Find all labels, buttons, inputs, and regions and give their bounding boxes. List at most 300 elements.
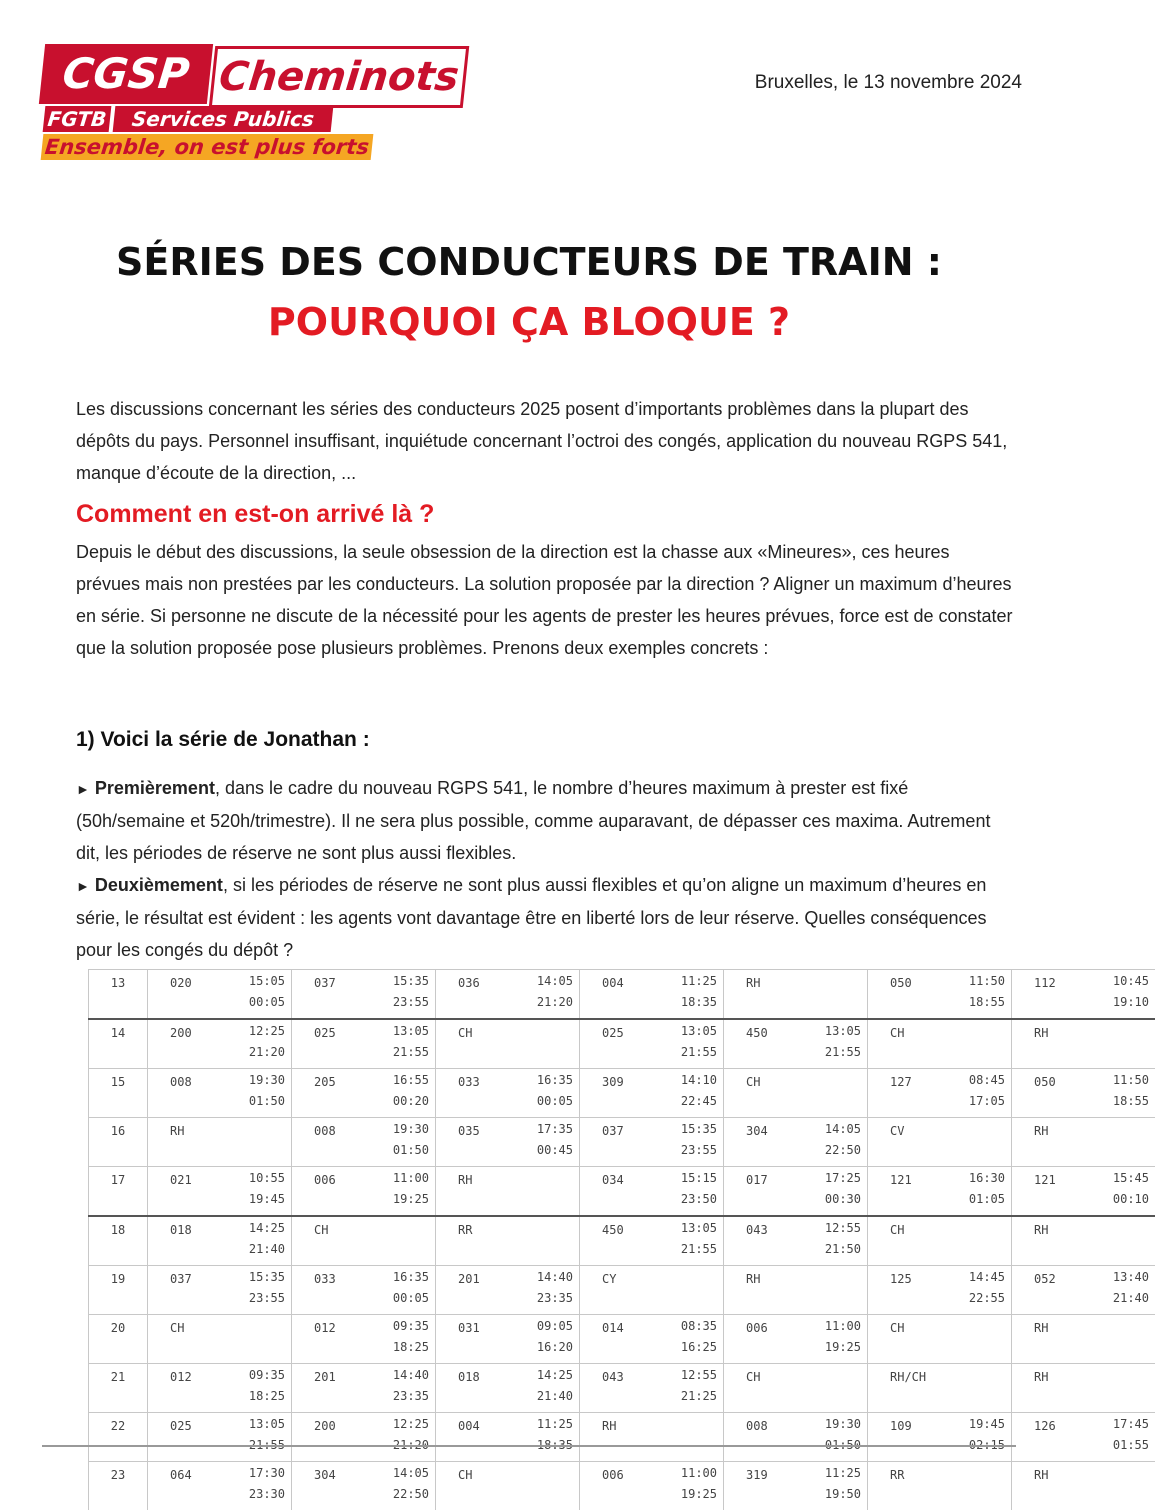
section-heading: Comment en est-on arrivé là ?: [76, 500, 434, 529]
schedule-end-time: 21:50: [804, 1238, 861, 1259]
schedule-service: 008: [724, 1413, 805, 1462]
schedule-start-time: 13:05: [660, 1217, 717, 1238]
document-subtitle: POURQUOI ÇA BLOQUE ?: [0, 300, 1058, 344]
schedule-end-time: 00:30: [804, 1188, 861, 1209]
schedule-start-time: 12:25: [228, 1020, 285, 1041]
schedule-start-time: 15:05: [228, 970, 285, 991]
schedule-end-time: 21:25: [660, 1385, 717, 1406]
schedule-start-time: 09:35: [228, 1364, 285, 1385]
schedule-end-time: [804, 971, 861, 972]
schedule-start-time: 10:45: [1092, 970, 1149, 991]
schedule-day: 15: [89, 1069, 148, 1118]
schedule-service: RH: [1012, 1216, 1093, 1266]
schedule-times: [372, 1167, 436, 1217]
schedule-times: [1092, 1315, 1155, 1364]
schedule-end-time: [516, 1463, 573, 1464]
schedule-service: CH: [436, 1462, 517, 1510]
schedule-service: 125: [868, 1266, 949, 1315]
schedule-times: [1092, 1266, 1155, 1315]
schedule-day: 13: [89, 970, 148, 1020]
schedule-end-time: [948, 1021, 1005, 1022]
schedule-service: 025: [292, 1019, 373, 1069]
schedule-end-time: [1092, 1365, 1149, 1366]
schedule-times: [1092, 1364, 1155, 1413]
schedule-service: 052: [1012, 1266, 1093, 1315]
point-1-lead: Premièrement: [95, 778, 215, 798]
schedule-service: CY: [580, 1266, 661, 1315]
schedule-end-time: 17:05: [948, 1090, 1005, 1111]
schedule-day: 14: [89, 1019, 148, 1069]
intro-paragraph: Les discussions concernant les séries des conducteurs 2025 posent d’importants problèmes dans la plupart des dépôts du pays. Personnel insuffisant, inquiétude concernant l’octroi des congés, application du nouveau RGPS 541, manque d’écoute de la direction, ...: [76, 393, 1016, 489]
schedule-times: [516, 970, 580, 1020]
schedule-times: [1092, 1069, 1155, 1118]
schedule-service: 127: [868, 1069, 949, 1118]
schedule-times: [228, 970, 292, 1020]
schedule-end-time: [372, 1218, 429, 1219]
schedule-service: 008: [148, 1069, 229, 1118]
schedule-times: [660, 1315, 724, 1364]
schedule-service: 121: [1012, 1167, 1093, 1217]
schedule-times: [1092, 970, 1155, 1020]
schedule-end-time: [1092, 1119, 1149, 1120]
schedule-end-time: 16:20: [516, 1336, 573, 1357]
schedule-end-time: 23:30: [228, 1483, 285, 1504]
document-title: SÉRIES DES CONDUCTEURS DE TRAIN :: [0, 240, 1058, 284]
schedule-start-time: 11:25: [516, 1413, 573, 1434]
logo-cgsp: CGSP: [39, 44, 213, 104]
schedule-end-time: [516, 1168, 573, 1169]
schedule-end-time: 23:55: [228, 1287, 285, 1308]
schedule-start-time: 09:05: [516, 1315, 573, 1336]
schedule-times: [516, 1315, 580, 1364]
schedule-times: [1092, 1019, 1155, 1069]
schedule-start-time: 14:05: [804, 1118, 861, 1139]
schedule-end-time: 21:55: [660, 1238, 717, 1259]
schedule-service: 304: [724, 1118, 805, 1167]
schedule-start-time: 16:35: [516, 1069, 573, 1090]
logo-slogan: Ensemble, on est plus forts: [41, 134, 374, 160]
logo-cheminots: Cheminots: [209, 46, 470, 108]
schedule-service: 006: [580, 1462, 661, 1510]
schedule-times: [660, 1019, 724, 1069]
schedule-end-time: [660, 1414, 717, 1415]
schedule-service: 050: [868, 970, 949, 1020]
schedule-times: [516, 1118, 580, 1167]
schedule-service: 037: [148, 1266, 229, 1315]
schedule-start-time: 19:30: [804, 1413, 861, 1434]
schedule-times: [804, 1019, 868, 1069]
schedule-end-time: 22:50: [804, 1139, 861, 1160]
schedule-end-time: [1092, 1021, 1149, 1022]
schedule-times: [228, 1019, 292, 1069]
schedule-end-time: 23:35: [516, 1287, 573, 1308]
schedule-times: [660, 1413, 724, 1462]
schedule-times: [660, 1266, 724, 1315]
schedule-start-time: 14:05: [372, 1462, 429, 1483]
schedule-service: 004: [580, 970, 661, 1020]
schedule-end-time: [228, 1119, 285, 1120]
schedule-times: [228, 1462, 292, 1510]
schedule-service: 021: [148, 1167, 229, 1217]
schedule-end-time: 01:50: [372, 1139, 429, 1160]
schedule-service: CH: [724, 1069, 805, 1118]
schedule-end-time: 23:35: [372, 1385, 429, 1406]
schedule-service: 200: [292, 1413, 373, 1462]
schedule-day: 21: [89, 1364, 148, 1413]
schedule-start-time: 11:50: [1092, 1069, 1149, 1090]
schedule-start-time: 15:15: [660, 1167, 717, 1188]
schedule-service: 033: [292, 1266, 373, 1315]
schedule-service: CV: [868, 1118, 949, 1167]
schedule-times: [516, 1364, 580, 1413]
schedule-times: [948, 1118, 1012, 1167]
schedule-service: RH: [1012, 1118, 1093, 1167]
schedule-service: 014: [580, 1315, 661, 1364]
schedule-end-time: 00:10: [1092, 1188, 1149, 1209]
schedule-end-time: [804, 1267, 861, 1268]
schedule-start-time: 13:40: [1092, 1266, 1149, 1287]
schedule-service: 017: [724, 1167, 805, 1217]
schedule-service: RH: [724, 970, 805, 1020]
schedule-start-time: 17:25: [804, 1167, 861, 1188]
schedule-end-time: [948, 1365, 1005, 1366]
schedule-start-time: 17:45: [1092, 1413, 1149, 1434]
schedule-end-time: [948, 1119, 1005, 1120]
schedule-end-time: [516, 1218, 573, 1219]
schedule-start-time: 15:35: [372, 970, 429, 991]
schedule-end-time: 22:55: [948, 1287, 1005, 1308]
schedule-end-time: 19:50: [804, 1483, 861, 1504]
schedule-times: [660, 1216, 724, 1266]
schedule-service: 018: [436, 1364, 517, 1413]
schedule-times: [660, 1364, 724, 1413]
schedule-times: [948, 1413, 1012, 1462]
schedule-end-time: 19:10: [1092, 991, 1149, 1012]
schedule-end-time: 23:55: [660, 1139, 717, 1160]
schedule-service: 004: [436, 1413, 517, 1462]
schedule-times: [228, 1216, 292, 1266]
schedule-times: [804, 1364, 868, 1413]
schedule-end-time: 22:50: [372, 1483, 429, 1504]
schedule-end-time: 18:55: [948, 991, 1005, 1012]
schedule-start-time: 16:35: [372, 1266, 429, 1287]
schedule-end-time: 21:40: [516, 1385, 573, 1406]
schedule-start-time: 15:45: [1092, 1167, 1149, 1188]
table-row: [89, 1167, 1155, 1217]
schedule-day: 16: [89, 1118, 148, 1167]
schedule-start-time: 12:55: [660, 1364, 717, 1385]
schedule-times: [804, 1167, 868, 1217]
schedule-day: 23: [89, 1462, 148, 1510]
schedule-end-time: 19:25: [660, 1483, 717, 1504]
schedule-times: [228, 1315, 292, 1364]
schedule-start-time: 12:25: [372, 1413, 429, 1434]
schedule-end-time: 18:55: [1092, 1090, 1149, 1111]
schedule-times: [948, 1266, 1012, 1315]
schedule-service: 050: [1012, 1069, 1093, 1118]
schedule-end-time: 18:25: [372, 1336, 429, 1357]
schedule-service: 200: [148, 1019, 229, 1069]
schedule-start-time: 08:35: [660, 1315, 717, 1336]
schedule-times: [660, 1118, 724, 1167]
schedule-times: [516, 1413, 580, 1462]
schedule-times: [1092, 1413, 1155, 1462]
schedule-service: RH: [1012, 1462, 1093, 1510]
schedule-start-time: 16:30: [948, 1167, 1005, 1188]
schedule-start-time: 19:30: [372, 1118, 429, 1139]
schedule-service: 018: [148, 1216, 229, 1266]
schedule-service: RR: [868, 1462, 949, 1510]
schedule-times: [372, 1364, 436, 1413]
table-row: [89, 1462, 1155, 1510]
table-row: [89, 1364, 1155, 1413]
schedule-times: [804, 1462, 868, 1510]
schedule-service: 035: [436, 1118, 517, 1167]
schedule-times: [372, 970, 436, 1020]
schedule-start-time: 11:50: [948, 970, 1005, 991]
schedule-end-time: 21:55: [660, 1041, 717, 1062]
schedule-service: CH: [292, 1216, 373, 1266]
points-block: [76, 772, 1016, 966]
table-row: [89, 1216, 1155, 1266]
schedule-service: RH: [1012, 1364, 1093, 1413]
schedule-end-time: 19:45: [228, 1188, 285, 1209]
point-1-text: , dans le cadre du nouveau RGPS 541, le nombre d’heures maximum à prester est fixé (50h/semaine et 520h/trimestre). Il ne sera plus possible, comme auparavant, de dépasser ces maxima. Autrement dit, les périodes de réserve ne sont plus aussi flexibles.: [76, 778, 990, 863]
schedule-service: 036: [436, 970, 517, 1020]
table-row: [89, 1413, 1155, 1462]
schedule-service: 121: [868, 1167, 949, 1217]
schedule-service: RH: [1012, 1019, 1093, 1069]
schedule-times: [372, 1266, 436, 1315]
schedule-times: [804, 1216, 868, 1266]
schedule-service: 201: [436, 1266, 517, 1315]
schedule-end-time: [516, 1021, 573, 1022]
schedule-end-time: 23:50: [660, 1188, 717, 1209]
schedule-end-time: 22:45: [660, 1090, 717, 1111]
schedule-times: [516, 1462, 580, 1510]
schedule-end-time: 21:40: [228, 1238, 285, 1259]
schedule-end-time: [804, 1070, 861, 1071]
schedule-table: [88, 969, 964, 1510]
schedule-times: [660, 1462, 724, 1510]
schedule-times: [660, 1069, 724, 1118]
schedule-end-time: 01:05: [948, 1188, 1005, 1209]
schedule-times: [228, 1413, 292, 1462]
schedule-times: [372, 1019, 436, 1069]
schedule-service: RH: [580, 1413, 661, 1462]
schedule-end-time: [1092, 1463, 1149, 1464]
schedule-start-time: 14:25: [516, 1364, 573, 1385]
schedule-end-time: 18:25: [228, 1385, 285, 1406]
table-row: [89, 1266, 1155, 1315]
schedule-times: [948, 1167, 1012, 1217]
schedule-start-time: 11:00: [372, 1167, 429, 1188]
schedule-times: [228, 1266, 292, 1315]
schedule-start-time: 13:05: [660, 1020, 717, 1041]
schedule-start-time: 19:30: [228, 1069, 285, 1090]
schedule-service: 450: [724, 1019, 805, 1069]
arrow-marker-icon: ►: [76, 781, 90, 797]
schedule-end-time: [1092, 1218, 1149, 1219]
schedule-times: [516, 1216, 580, 1266]
schedule-end-time: 16:25: [660, 1336, 717, 1357]
point-2-lead: Deuxièmement: [95, 875, 223, 895]
schedule-service: 043: [580, 1364, 661, 1413]
schedule-start-time: 14:10: [660, 1069, 717, 1090]
schedule-times: [948, 1364, 1012, 1413]
schedule-times: [948, 1462, 1012, 1510]
table-row: [89, 1019, 1155, 1069]
schedule-end-time: 21:55: [372, 1041, 429, 1062]
schedule-service: 020: [148, 970, 229, 1020]
schedule-times: [516, 1266, 580, 1315]
schedule-service: CH: [868, 1216, 949, 1266]
schedule-service: RR: [436, 1216, 517, 1266]
schedule-day: 18: [89, 1216, 148, 1266]
schedule-end-time: [228, 1316, 285, 1317]
table-row: [89, 970, 1155, 1020]
schedule-day: 19: [89, 1266, 148, 1315]
schedule-times: [804, 1315, 868, 1364]
schedule-times: [948, 1019, 1012, 1069]
schedule-start-time: 14:05: [516, 970, 573, 991]
schedule-service: 006: [292, 1167, 373, 1217]
schedule-service: 043: [724, 1216, 805, 1266]
table-row: [89, 1315, 1155, 1364]
schedule-start-time: 15:35: [660, 1118, 717, 1139]
schedule-service: 319: [724, 1462, 805, 1510]
schedule-end-time: [948, 1218, 1005, 1219]
schedule-start-time: 08:45: [948, 1069, 1005, 1090]
schedule-service: RH: [1012, 1315, 1093, 1364]
document-date: Bruxelles, le 13 novembre 2024: [755, 72, 1022, 94]
schedule-service: 205: [292, 1069, 373, 1118]
schedule-end-time: [948, 1463, 1005, 1464]
schedule-service: CH: [148, 1315, 229, 1364]
section-paragraph: Depuis le début des discussions, la seule obsession de la direction est la chasse aux «Mineures», ces heures prévues mais non prestées par les conducteurs. La solution proposée par la direction ? Aligner un maximum d’heures en série. Si personne ne discute de la nécessité pour les agents de prester les heures prévues, force est de constater que la solution proposée pose plusieurs problèmes. Prenons deux exemples concrets :: [76, 536, 1016, 664]
schedule-service: 033: [436, 1069, 517, 1118]
schedule-end-time: 21:40: [1092, 1287, 1149, 1308]
schedule-service: 309: [580, 1069, 661, 1118]
schedule-day: 20: [89, 1315, 148, 1364]
schedule-times: [228, 1364, 292, 1413]
schedule-start-time: 11:00: [660, 1462, 717, 1483]
schedule-start-time: 11:00: [804, 1315, 861, 1336]
schedule-service: CH: [436, 1019, 517, 1069]
schedule-service: 006: [724, 1315, 805, 1364]
schedule-start-time: 17:30: [228, 1462, 285, 1483]
table-row: [89, 1069, 1155, 1118]
schedule-times: [372, 1216, 436, 1266]
logo-services-publics: Services Publics: [113, 106, 334, 132]
schedule-times: [372, 1462, 436, 1510]
schedule-start-time: 13:05: [372, 1020, 429, 1041]
schedule-service: RH: [148, 1118, 229, 1167]
schedule-end-time: [660, 1267, 717, 1268]
schedule-service: RH: [724, 1266, 805, 1315]
schedule-times: [516, 1167, 580, 1217]
schedule-times: [660, 1167, 724, 1217]
schedule-service: 037: [580, 1118, 661, 1167]
schedule-start-time: 10:55: [228, 1167, 285, 1188]
schedule-start-time: 19:45: [948, 1413, 1005, 1434]
schedule-times: [372, 1118, 436, 1167]
schedule-times: [372, 1069, 436, 1118]
schedule-service: 304: [292, 1462, 373, 1510]
schedule-times: [228, 1069, 292, 1118]
schedule-end-time: 00:05: [516, 1090, 573, 1111]
schedule-times: [804, 1413, 868, 1462]
schedule-service: 112: [1012, 970, 1093, 1020]
schedule-times: [948, 1069, 1012, 1118]
schedule-end-time: [948, 1316, 1005, 1317]
schedule-times: [1092, 1216, 1155, 1266]
schedule-day: 17: [89, 1167, 148, 1217]
schedule-end-time: 19:25: [372, 1188, 429, 1209]
schedule-times: [948, 1216, 1012, 1266]
schedule-times: [1092, 1167, 1155, 1217]
schedule-end-time: 18:35: [660, 991, 717, 1012]
schedule-service: CH: [724, 1364, 805, 1413]
schedule-end-time: 21:20: [516, 991, 573, 1012]
schedule-service: CH: [868, 1019, 949, 1069]
schedule-times: [660, 970, 724, 1020]
schedule-service: 201: [292, 1364, 373, 1413]
schedule-service: 450: [580, 1216, 661, 1266]
schedule-end-time: 01:55: [1092, 1434, 1149, 1455]
schedule-end-time: [1092, 1316, 1149, 1317]
schedule-times: [228, 1118, 292, 1167]
schedule-start-time: 09:35: [372, 1315, 429, 1336]
schedule-service: 025: [580, 1019, 661, 1069]
schedule-service: 037: [292, 970, 373, 1020]
point-2-text: , si les périodes de réserve ne sont plus aussi flexibles et qu’on aligne un maximum d’heures en série, le résultat est évident : les agents vont davantage être en liberté lors de leur réserve. Quelles conséquences pour les congés du dépôt ?: [76, 875, 987, 960]
schedule-service: 012: [148, 1364, 229, 1413]
schedule-start-time: 16:55: [372, 1069, 429, 1090]
schedule-service: CH: [868, 1315, 949, 1364]
schedule-end-time: 21:55: [804, 1041, 861, 1062]
schedule-service: 126: [1012, 1413, 1093, 1462]
schedule-start-time: 14:40: [516, 1266, 573, 1287]
schedule-start-time: 13:05: [228, 1413, 285, 1434]
schedule-times: [228, 1167, 292, 1217]
schedule-times: [372, 1413, 436, 1462]
schedule-times: [1092, 1118, 1155, 1167]
example-heading: 1) Voici la série de Jonathan :: [76, 728, 370, 752]
schedule-times: [948, 1315, 1012, 1364]
schedule-start-time: 13:05: [804, 1020, 861, 1041]
schedule-end-time: 00:45: [516, 1139, 573, 1160]
schedule-times: [804, 1118, 868, 1167]
schedule-times: [372, 1315, 436, 1364]
schedule-end-time: 00:05: [228, 991, 285, 1012]
schedule-end-time: 23:55: [372, 991, 429, 1012]
schedule-times: [804, 1069, 868, 1118]
schedule-times: [516, 1069, 580, 1118]
arrow-marker-icon: ►: [76, 878, 90, 894]
schedule-times: [948, 970, 1012, 1020]
schedule-service: 008: [292, 1118, 373, 1167]
schedule-start-time: 17:35: [516, 1118, 573, 1139]
schedule-end-time: 00:20: [372, 1090, 429, 1111]
schedule-start-time: 11:25: [660, 970, 717, 991]
schedule-end-time: [804, 1365, 861, 1366]
schedule-end-time: 19:25: [804, 1336, 861, 1357]
schedule-times: [804, 970, 868, 1020]
schedule-end-time: 21:20: [228, 1041, 285, 1062]
footer-divider: [42, 1445, 1016, 1447]
schedule-service: 025: [148, 1413, 229, 1462]
